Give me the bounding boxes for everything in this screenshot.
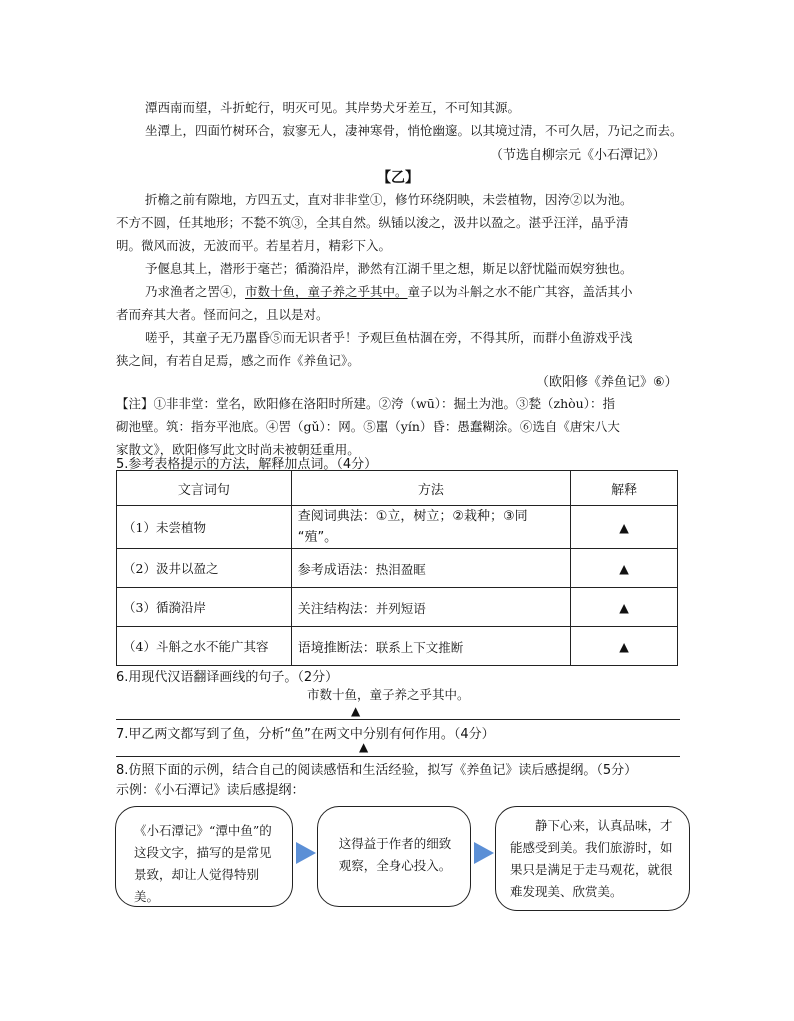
row-3-method-label: 关注结构法： [297,601,376,617]
arrow-right-icon [474,842,494,864]
passage-a-line-1: 潭西南而望，斗折蛇行，明灭可见。其岸势犬牙差互，不可知其源。 [145,100,521,115]
q5-table [116,470,678,666]
passage-b-line-6: 者而弃其大者。怪而问之，且以是对。 [116,307,329,322]
q6-sentence: 市数十鱼，童子养之乎其中。 [307,687,470,702]
row-1-answer[interactable]: ▲ [571,506,678,549]
row-3-method-detail: 并列短语 [375,600,426,616]
row-1-method [291,506,570,549]
row-1-method-extra: “殖”。 [297,530,338,545]
row-3-method [291,588,570,627]
passage-b-line-7: 嗟乎，其童子无乃嚚昏⑤而无识者乎！予观巨鱼枯涸在旁，不得其所，而群小鱼游戏乎浅 [145,330,633,345]
q6-answer-line [116,719,680,720]
table-header-row [117,471,678,506]
passage-b-line-8: 狭之间，有若自足焉，感之而作《养鱼记》。 [116,353,360,368]
row-3-phrase: （3）循漪沿岸 [117,588,292,627]
row-2-method-label: 参考成语法： [297,562,376,578]
q7-answer-line [116,756,680,757]
passage-b-line-3: 明。微风而波，无波而平。若星若月，精彩下入。 [116,238,392,253]
row-4-method [291,627,570,666]
row-1-phrase: （1）未尝植物 [117,506,292,549]
row-4-method-label: 语境推断法： [297,640,376,656]
row-2-answer[interactable]: ▲ [571,549,678,588]
table-row [117,506,678,549]
passage-b-title: 【乙】 [377,170,419,186]
passage-b-line-1: 折檐之前有隙地，方四五丈，直对非非堂①，修竹环绕阴映，未尝植物，因洿②以为池。 [145,192,633,207]
notes-line-1: 【注】①非非堂：堂名，欧阳修在洛阳时所建。②洿（wū）：掘土为池。③甃（zhòu）：指 [116,396,615,411]
q7-answer-mark[interactable]: ▲ [359,740,369,754]
passage-b-line-5 [145,282,633,300]
passage-b-line-2: 不方不圆，任其地形；不甃不筑③，全其自然。纵锸以浚之，汲井以盈之。湛乎汪洋，晶乎清 [116,215,629,230]
row-3-answer[interactable]: ▲ [571,588,678,627]
arrow-right-icon [296,842,316,864]
notes-line-3: 家散文》，欧阳修写此文时尚未被朝廷重用。 [116,442,360,457]
header-phrase: 文言词句 [117,471,292,506]
outline-box-1: 《小石潭记》“潭中鱼”的这段文字，描写的是常见景致，却让人觉得特别美。 [115,806,293,907]
passage-b-source: （欧阳修《养鱼记》⑥） [536,375,678,390]
q7-prompt: 7.甲乙两文都写到了鱼，分析“鱼”在两文中分别有何作用。（4分） [116,727,495,742]
row-1-method-label: 查阅词典法： [297,509,376,524]
row-2-phrase: （2）汲井以盈之 [117,549,292,588]
q8-example-label: 示例：《小石潭记》读后感提纲： [116,783,305,798]
passage-a-source: （节选自柳宗元《小石潭记》） [490,148,666,163]
q6-answer-mark[interactable]: ▲ [351,704,361,718]
notes-line-2: 砌池壁。筑：指夯平池底。④罟（gǔ）：网。⑤嚚（yín）昏：愚蠢糊涂。⑥选自《唐宋八大 [116,419,620,434]
outline-box-3: 静下心来，认真品味，才能感受到美。我们旅游时，如果只是满足于走马观花，就很难发现美、欣赏美。 [495,806,690,911]
q5-prompt: 5.参考表格提示的方法，解释加点词。（4分） [116,457,378,472]
outline-box-2: 这得益于作者的细致观察，全身心投入。 [317,806,471,907]
passage-b-line-5-start: 乃求渔者之罟④， [145,284,246,299]
row-4-method-detail: 联系上下文推断 [375,639,464,655]
row-1-method-detail: ①立，树立；②栽种；③同 [375,509,528,524]
underlined-sentence: 市数十鱼，童子养之乎其中。 [245,284,408,299]
row-4-phrase: （4）斗斛之水不能广其容 [117,627,292,666]
table-row [117,627,678,666]
q6-prompt: 6.用现代汉语翻译画线的句子。（2分） [116,670,339,685]
header-method: 方法 [291,471,570,506]
row-2-method [291,549,570,588]
table-row [117,588,678,627]
row-4-answer[interactable]: ▲ [571,627,678,666]
table-row [117,549,678,588]
passage-b-line-4: 予偃息其上，潜形于毫芒；循漪沿岸，渺然有江湖千里之想，斯足以舒忧隘而娱穷独也。 [145,261,633,276]
passage-b-line-5-end: 童子以为斗斛之水不能广其容，盖活其小 [407,284,633,299]
header-answer: 解释 [571,471,678,506]
passage-a-line-2: 坐潭上，四面竹树环合，寂寥无人，凄神寒骨，悄怆幽邃。以其境过清，不可久居，乃记之而去。 [145,123,683,138]
q8-prompt: 8.仿照下面的示例，结合自己的阅读感悟和生活经验，拟写《养鱼记》读后感提纲。（5分） [116,763,638,778]
row-2-method-detail: 热泪盈眶 [375,561,426,577]
